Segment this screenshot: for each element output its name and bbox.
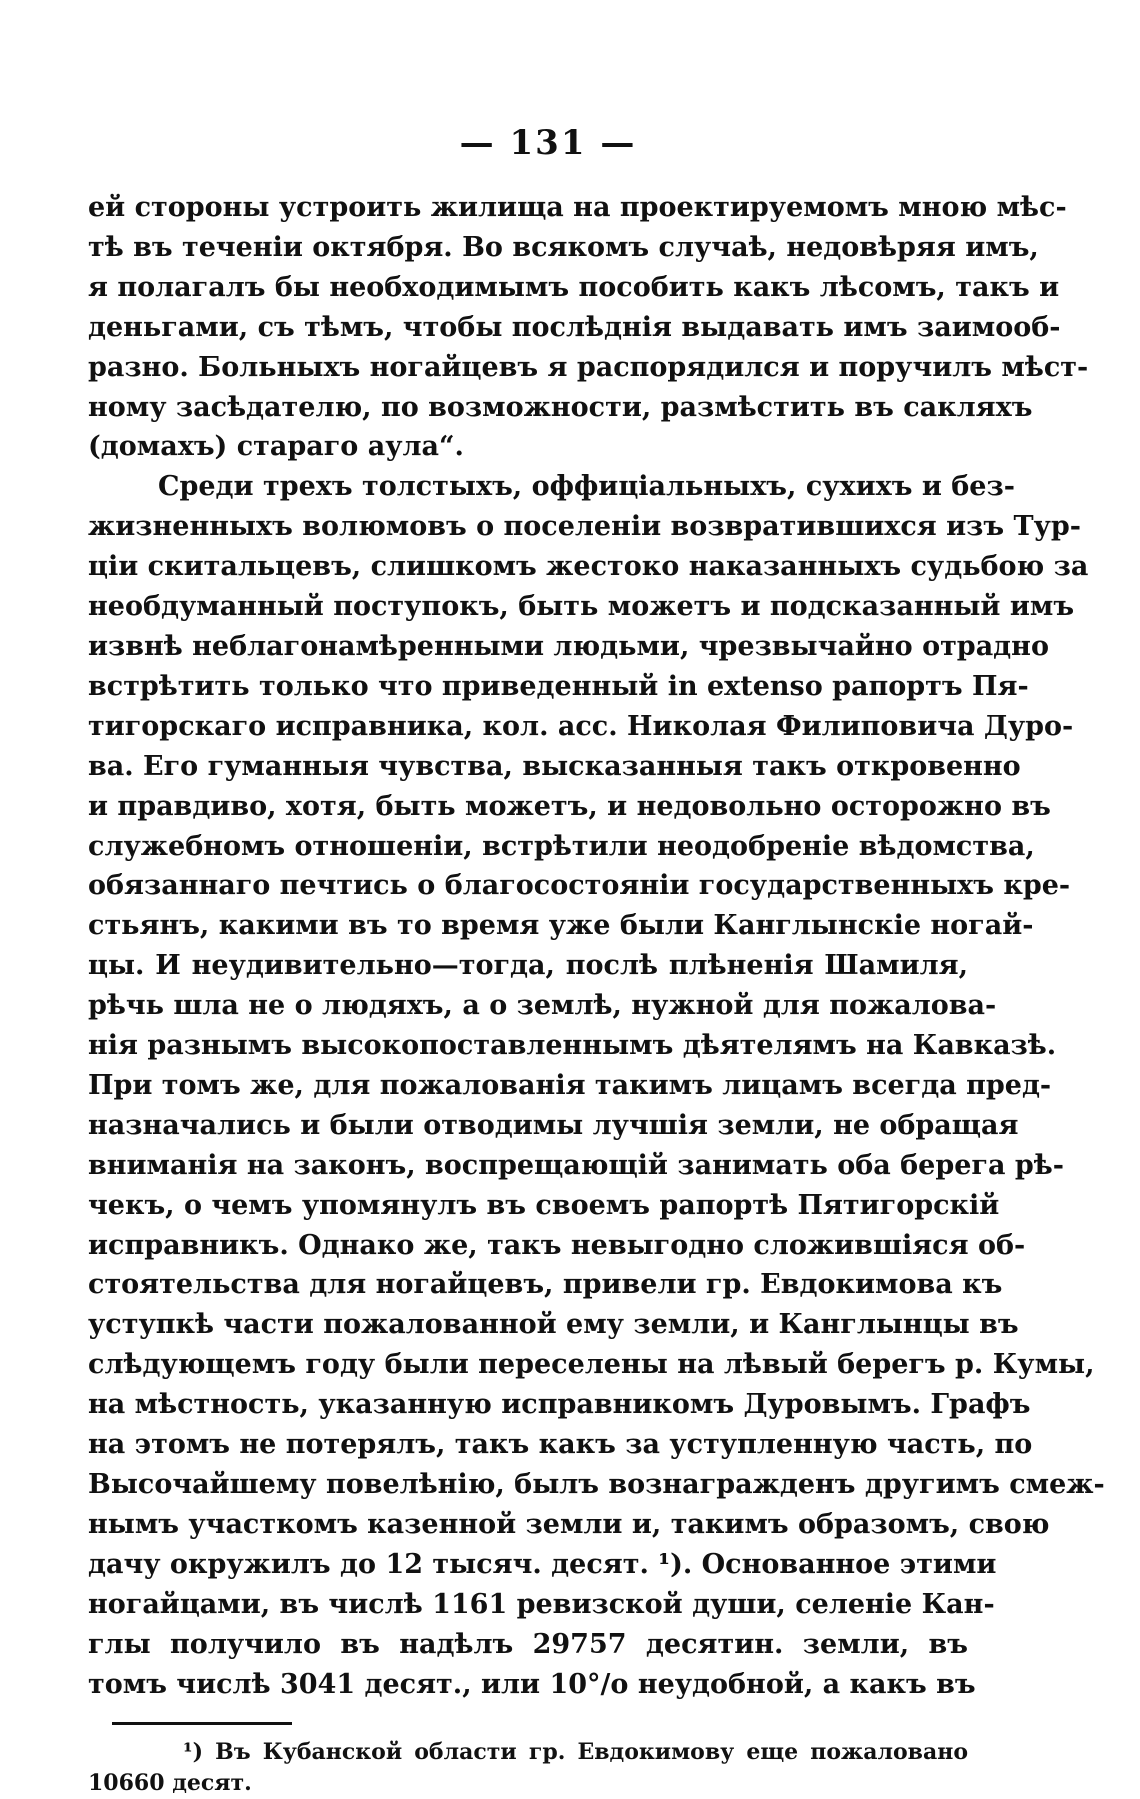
text-line: жизненныхъ волюмовъ о поселеніи возвратившихся изъ Тур- [88,511,1081,543]
footnote-line: ¹) Въ Кубанской области гр. Евдокимову еще пожаловано [183,1739,968,1766]
footnote-divider [112,1722,292,1725]
text-line: ва. Его гуманныя чувства, высказанныя такъ откровенно [88,750,1021,782]
text-line: стоятельства для ногайцевъ, привели гр. Евдокимова къ [88,1269,1003,1301]
text-line: стьянъ, какими въ то время уже были Канглынскіе ногай- [88,910,1034,942]
text-line: обязаннаго печтись о благосостояніи государственныхъ кре- [88,870,1071,902]
text-line: назначались и были отводимы лучшія земли, не обращая [88,1109,1019,1141]
text-line: рѣчь шла не о людяхъ, а о землѣ, нужной для пожалова- [88,990,997,1022]
text-line: ному засѣдателю, по возможности, размѣстить въ сакляхъ [88,391,1033,423]
text-line: и правдиво, хотя, быть можетъ, и недовольно осторожно въ [88,790,1051,822]
text-line: тигорскаго исправника, кол. асс. Николая Филиповича Дуро- [88,710,1074,742]
text-line: чекъ, о чемъ упомянулъ въ своемъ рапортѣ Пятигорскій [88,1189,1000,1221]
text-line: тѣ въ теченіи октября. Во всякомъ случаѣ, недовѣряя имъ, [88,231,1039,263]
text-line: Среди трехъ толстыхъ, оффиціальныхъ, сухихъ и без- [158,471,1015,503]
text-line: встрѣтить только что приведенный in extenso рапортъ Пя- [88,670,1029,702]
page-number: — 131 — [459,123,637,163]
footnotes [88,1737,968,1799]
text-line: извнѣ неблагонамѣренными людьми, чрезвычайно отрадно [88,630,1049,662]
text-line: слѣдующемъ году были переселены на лѣвый берегъ р. Кумы, [88,1349,1095,1381]
text-line: нія разнымъ высокопоставленнымъ дѣятелямъ на Кавказѣ. [88,1030,1057,1062]
text-line: вниманія на законъ, воспрещающій занимать оба берега рѣ- [88,1149,1064,1181]
text-line: ціи скитальцевъ, слишкомъ жестоко наказанныхъ судьбою за [88,551,1089,583]
footnote-line: 10660 десят. [88,1770,252,1797]
text-line: исправникъ. Однако же, такъ невыгодно сложившіяся об- [88,1229,1026,1261]
text-line: ногайцами, въ числѣ 1161 ревизской души, селеніе Кан- [88,1588,995,1620]
text-line: я полагалъ бы необходимымъ пособить какъ лѣсомъ, такъ и [88,271,1060,303]
text-line: При томъ же, для пожалованія такимъ лицамъ всегда пред- [88,1069,1052,1101]
text-line: уступкѣ части пожалованной ему земли, и Канглынцы въ [88,1309,1019,1341]
text-line: (домахъ) стараго аула“. [88,431,464,463]
text-line: необдуманный поступокъ, быть можетъ и подсказанный имъ [88,591,1075,623]
text-line: Высочайшему повелѣнію, былъ вознагражденъ другимъ смеж- [88,1469,1105,1500]
body-text [88,188,1105,1704]
document-page [88,118,1105,1799]
text-line: глы получило въ надѣлъ 29757 десятин. земли, въ [88,1628,968,1660]
text-line: деньгами, съ тѣмъ, чтобы послѣднія выдавать имъ заимооб- [88,311,1061,343]
text-line: на мѣстность, указанную исправникомъ Дуровымъ. Графъ [88,1389,1031,1421]
text-line: дачу окружилъ до 12 тысяч. десят. ¹). Основанное этими [88,1548,997,1580]
text-line: нымъ участкомъ казенной земли и, такимъ образомъ, свою [88,1508,1050,1540]
text-line: томъ числѣ 3041 десят., или 10°/о неудобной, а какъ въ [88,1668,976,1700]
text-line: цы. И неудивительно—тогда, послѣ плѣненія Шамиля, [88,950,968,982]
text-line: на этомъ не потерялъ, такъ какъ за уступленную часть, по [88,1429,1033,1461]
text-line: ей стороны устроить жилища на проектируемомъ мною мѣс- [88,192,1067,223]
text-line: служебномъ отношеніи, встрѣтили неодобреніе вѣдомства, [88,830,1035,862]
text-line: разно. Больныхъ ногайцевъ я распорядился и поручилъ мѣст- [88,351,1089,383]
